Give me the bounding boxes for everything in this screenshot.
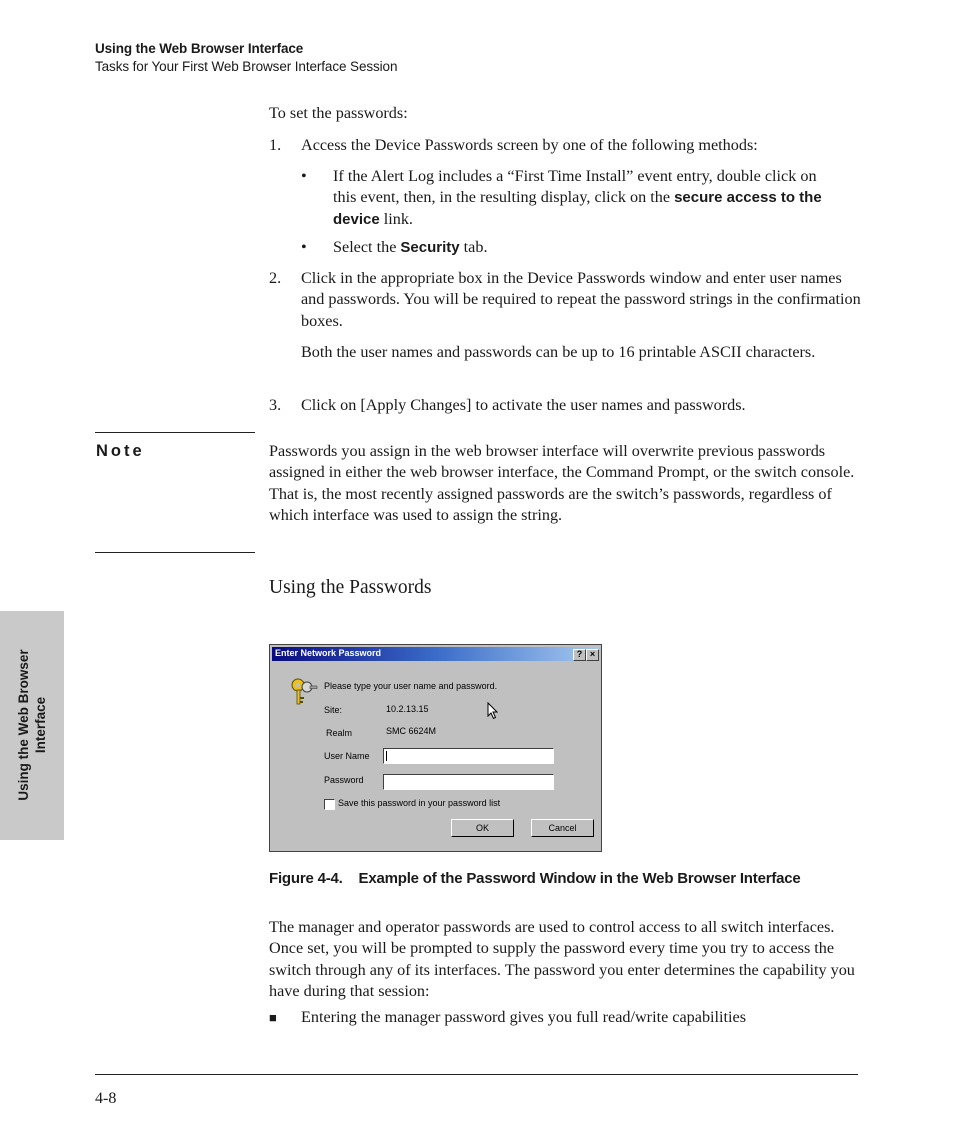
help-button[interactable]: ? — [573, 649, 586, 661]
step-2-note: Both the user names and passwords can be up to 16 printable ASCII characters. — [301, 343, 816, 361]
step-number-1: 1. — [269, 136, 282, 154]
site-label: Site: — [324, 705, 343, 715]
square-bullet-icon: ■ — [269, 1010, 277, 1025]
bullet-item-security-tab: Select the Security tab. — [333, 238, 488, 256]
bullet-marker: • — [301, 238, 307, 256]
keys-icon — [290, 677, 318, 707]
chapter-side-tab — [0, 611, 64, 840]
note-label: Note — [96, 442, 145, 460]
text-cursor — [386, 751, 387, 761]
save-password-checkbox[interactable] — [324, 799, 335, 810]
security-tab-text: Security — [400, 239, 460, 256]
step-number-3: 3. — [269, 396, 282, 414]
note-text: Passwords you assign in the web browser interface will overwrite previous passwords assigned in either the web browser interface, the Command Prompt, or the switch console. That is, the most recently assigned passwords are the switch’s passwords, regardless of which interface was used to assign the string. — [269, 442, 855, 524]
list-item-manager-password: Entering the manager password gives you full read/write capabilities — [301, 1008, 747, 1026]
dialog-prompt: Please type your user name and password. — [324, 681, 498, 691]
step-text-2: Click in the appropriate box in the Device Passwords window and enter user names and passwords. You will be required to repeat the password strings in the confirmation boxes. — [301, 269, 861, 330]
dialog-title: Enter Network Password — [275, 648, 382, 658]
bullet-item-alert-log: If the Alert Log includes a “First Time Install” event entry, double click on this event, then, in the resulting display, click on the secure access to the device link. — [333, 167, 822, 228]
passwords-paragraph: The manager and operator passwords are used to control access to all switch interfaces. Once set, you will be prompted to supply the password every time you try to access the switch through any of its interfaces. The password you enter determines the capability you have during that session: — [269, 918, 855, 1000]
page-number: 4-8 — [95, 1090, 117, 1107]
step-number-2: 2. — [269, 269, 282, 287]
note-top-rule — [95, 432, 255, 433]
running-header-subtitle: Tasks for Your First Web Browser Interface Session — [95, 59, 398, 74]
realm-label: Realm — [326, 728, 353, 738]
password-dialog-figure — [269, 644, 602, 852]
dialog-titlebar — [272, 647, 599, 661]
intro-text: To set the passwords: — [269, 104, 408, 122]
site-value: 10.2.13.15 — [386, 704, 429, 714]
password-input[interactable] — [383, 774, 554, 790]
bullet-marker: • — [301, 167, 307, 185]
note-bottom-rule — [95, 552, 255, 553]
username-label: User Name — [324, 751, 370, 761]
step-text-1: Access the Device Passwords screen by one of the following methods: — [301, 136, 758, 154]
realm-value: SMC 6624M — [386, 726, 437, 736]
username-input[interactable] — [383, 748, 554, 764]
step-text-3: Click on [Apply Changes] to activate the user names and passwords. — [301, 396, 746, 414]
ok-button[interactable]: OK — [451, 819, 514, 837]
footer-rule — [95, 1074, 858, 1075]
close-button[interactable]: × — [586, 649, 599, 661]
link-text-secure-access: secure access to the device — [333, 189, 822, 228]
section-heading: Using the Passwords — [269, 577, 432, 598]
cancel-button[interactable]: Cancel — [531, 819, 594, 837]
chapter-side-tab-label: Using the Web Browser Interface — [16, 649, 48, 801]
save-password-label: Save this password in your password list — [338, 798, 501, 808]
mouse-cursor-icon — [487, 702, 499, 720]
figure-caption: Figure 4-4. Example of the Password Window in the Web Browser Interface — [269, 870, 801, 887]
password-label: Password — [324, 775, 364, 785]
running-header-title: Using the Web Browser Interface — [95, 41, 304, 56]
